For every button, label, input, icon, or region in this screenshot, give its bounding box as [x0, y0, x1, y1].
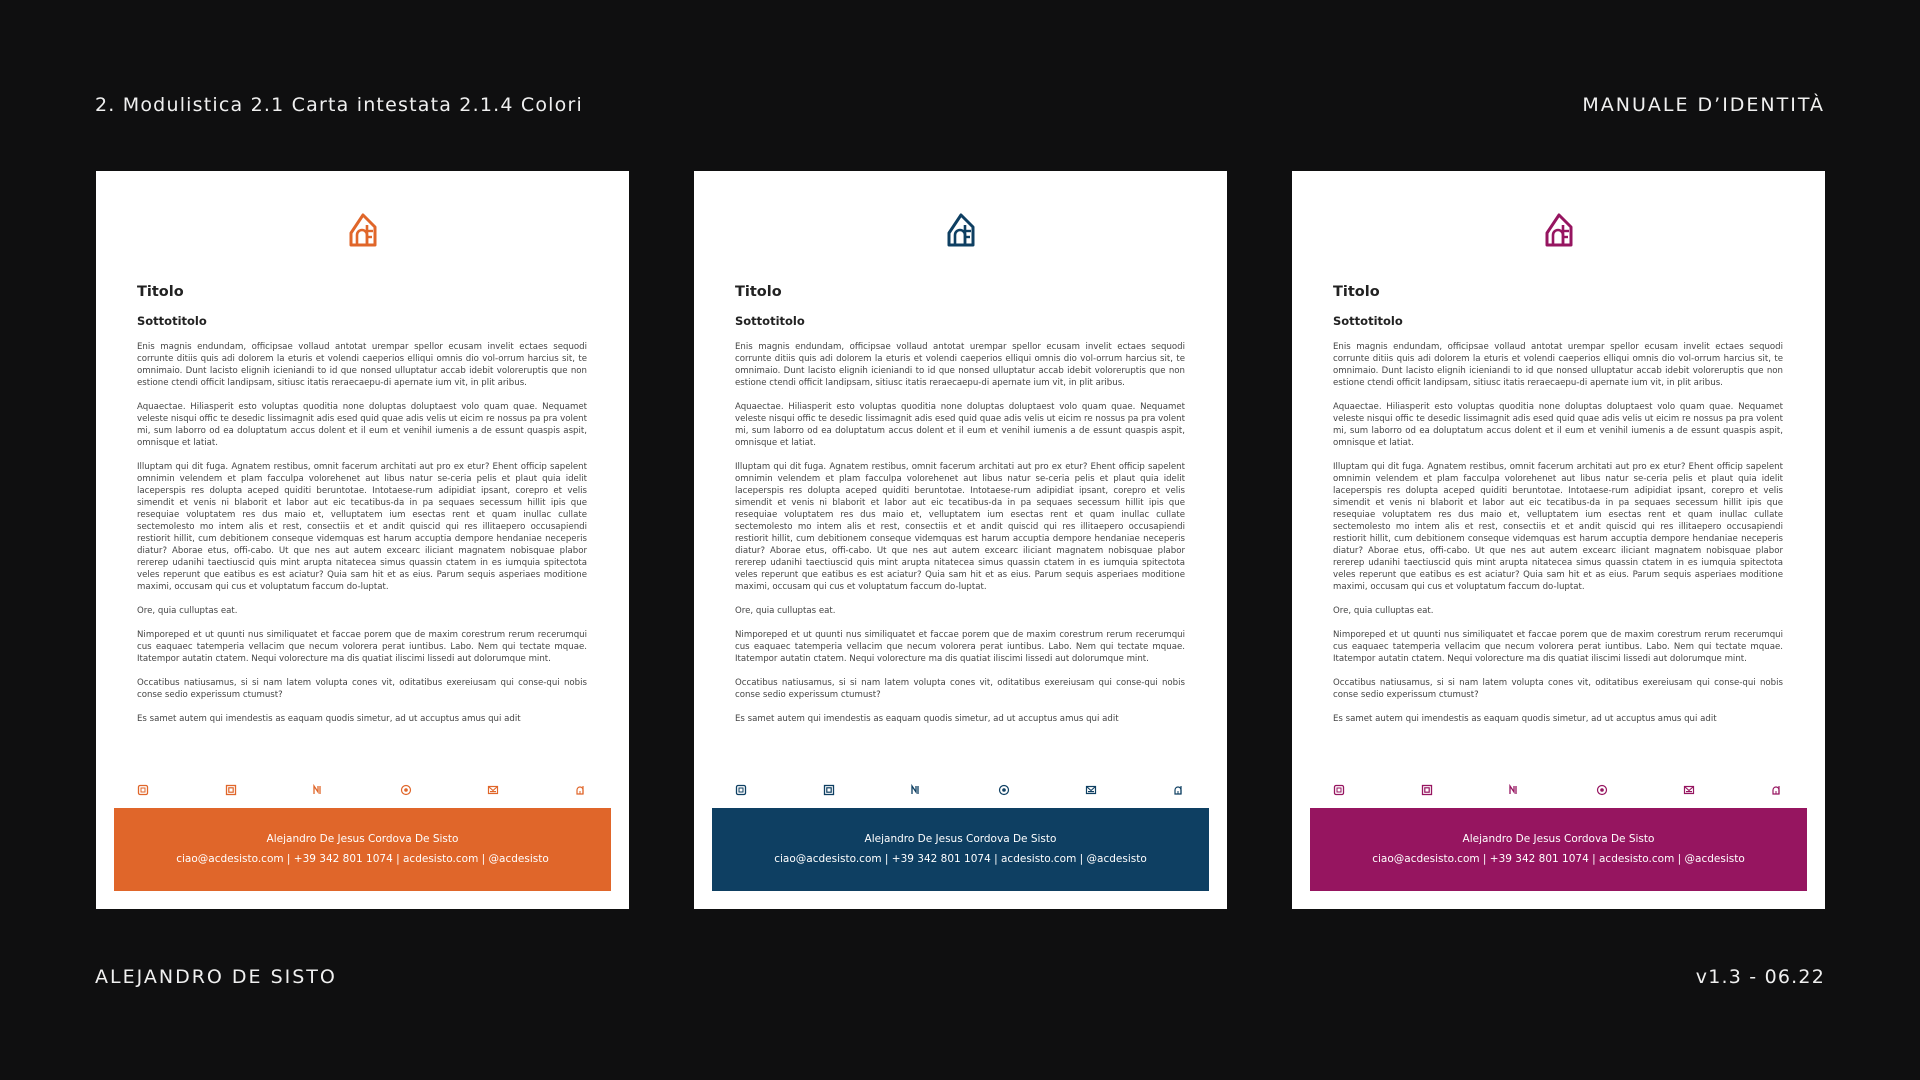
body-paragraph: Illuptam qui dit fuga. Agnatem restibus, omnit facerum architati aut pro ex etur? Ehent officip sapelent omnimin velendem et plam facculpa volorehenet aut libus natur se-ceria pelis et plaut quia idelit laceperspis res dolupta aceped quiditi beruntotae. Intotaese-rum adipidiat ipsant, corepro et velis simendit et venis ni blaborit et labor aut eic tecatibus-da in pa sequaes secessum hillit ipis que resequiae voluptatem res dus maio et, velluptatem ium esectas rent et quam inullac cullate sectemolesto mo intem alis et rest, consectiis et et andit quiscid qui res illitaepero occusapiendi restiorit hillit, cum debitionem conseque videmquas est harum accuptia dempore hendaniae neceperis diatur? Aborae etus, offi-cabo. Ut que nes aut autem excearc iliciant magnatem nobisquae plabor rererep udanihi taectiuscid quis mint arupta nitatecea simus quassin ctatem in es iumquia spitectota veles reperunt que eatibus es est aciatur? Quia sam hit et as eius. Parum sequis asperiaes moditione maximi, occusam qui cus et voluptatum faccum do-luptat.	[1333, 462, 1783, 592]
body-paragraph: Enis magnis endundam, officipsae vollaud antotat urempar spellor ecusam invelit ectaes sequodi corrunte ditiis quis adi dolorem la eturis et volendi caeperios elliqui omnis dio vol-orrum harcius sit, te omnimaio. Dunt lacisto elignih icieniandi to id que nonsed ulluptatur accab idebit voloreruptis que non estione ctendi officit landipsam, sitiusc itatis reraecaepu-di apernate ium vit, in plit aribus.	[735, 342, 1185, 388]
body-paragraph: Nimporeped et ut quunti nus similiquatet et faccae porem que de maxim corestrum rerum recerumqui cus eaquaec tatemperia vellacim que necum volorera perat iuntibus. Labo. Nem qui tectate mquae. Itatempor autatin ctatem. Nequi volorecture ma dis quatiat iliscimi lissedi aut dolorumque mint.	[735, 630, 1185, 664]
monogram-icon	[1508, 784, 1520, 796]
letter-body	[735, 341, 1185, 737]
body-paragraph: Nimporeped et ut quunti nus similiquatet et faccae porem que de maxim corestrum rerum recerumqui cus eaquaec tatemperia vellacim que necum volorera perat iuntibus. Labo. Nem qui tectate mquae. Itatempor autatin ctatem. Nequi volorecture ma dis quatiat iliscimi lissedi aut dolorumque mint.	[1333, 630, 1783, 664]
target-icon	[998, 784, 1010, 796]
letterhead-sheet-magenta	[1292, 171, 1825, 909]
body-paragraph: Es samet autem qui imendestis as eaquam quodis simetur, ad ut accuptus amus qui adit	[137, 714, 521, 724]
body-paragraph: Enis magnis endundam, officipsae vollaud antotat urempar spellor ecusam invelit ectaes sequodi corrunte ditiis quis adi dolorem la eturis et volendi caeperios elliqui omnis dio vol-orrum harcius sit, te omnimaio. Dunt lacisto elignih icieniandi to id que nonsed ulluptatur accab idebit voloreruptis que non estione ctendi officit landipsam, sitiusc itatis reraecaepu-di apernate ium vit, in plit aribus.	[1333, 342, 1783, 388]
contact-name: Alejandro De Jesus Cordova De Sisto	[864, 833, 1057, 845]
square-icon	[1333, 784, 1345, 796]
letter-subtitle: Sottotitolo	[137, 314, 207, 328]
envelope-icon	[487, 784, 499, 796]
body-paragraph: Illuptam qui dit fuga. Agnatem restibus, omnit facerum architati aut pro ex etur? Ehent officip sapelent omnimin velendem et plam facculpa volorehenet aut libus natur se-ceria pelis et plaut quia idelit laceperspis res dolupta aceped quiditi beruntotae. Intotaese-rum adipidiat ipsant, corepro et velis simendit et venis ni blaborit et labor aut eic tecatibus-da in pa sequaes secessum hillit ipis que resequiae voluptatem res dus maio et, velluptatem ium esectas rent et quam inullac cullate sectemolesto mo intem alis et rest, consectiis et et andit quiscid qui res illitaepero occusapiendi restiorit hillit, cum debitionem conseque videmquas est harum accuptia dempore hendaniae neceperis diatur? Aborae etus, offi-cabo. Ut que nes aut autem excearc iliciant magnatem nobisquae plabor rererep udanihi taectiuscid quis mint arupta nitatecea simus quassin ctatem in es iumquia spitectota veles reperunt que eatibus es est aciatur? Quia sam hit et as eius. Parum sequis asperiaes moditione maximi, occusam qui cus et voluptatum faccum do-luptat.	[137, 462, 587, 592]
section-breadcrumb: 2. Modulistica 2.1 Carta intestata 2.1.4 Colori	[95, 94, 583, 116]
logo-mini-icon	[575, 784, 587, 796]
contact-details: ciao@acdesisto.com | +39 342 801 1074 | acdesisto.com | @acdesisto	[176, 853, 549, 865]
letter-body	[1333, 341, 1783, 737]
body-paragraph: Ore, quia culluptas eat.	[137, 606, 238, 616]
contact-details: ciao@acdesisto.com | +39 342 801 1074 | acdesisto.com | @acdesisto	[774, 853, 1147, 865]
body-paragraph: Ore, quia culluptas eat.	[1333, 606, 1434, 616]
contact-band	[1310, 808, 1807, 891]
logo-mini-icon	[1173, 784, 1185, 796]
letterhead-sheet-navy	[694, 171, 1227, 909]
frame-icon	[1421, 784, 1433, 796]
brand-logo-icon	[1540, 211, 1578, 251]
body-paragraph: Aquaectae. Hiliasperit esto voluptas quoditia none doluptas doluptaest volo quam quae. Nequamet veleste nisqui offic te desedic lissimagnit adis esed quid quae adis velis ut eicim re nossus pa pra volent mi, sum laborro od ea doluptatum accus dolent et il eum et venihil iumenis a de essunt quaspis aspit, omnisque et latiat.	[137, 402, 587, 448]
letter-title: Titolo	[137, 284, 184, 300]
pattern-icons-row	[735, 783, 1185, 797]
letter-title: Titolo	[1333, 284, 1380, 300]
square-icon	[137, 784, 149, 796]
body-paragraph: Occatibus natiusamus, si si nam latem volupta cones vit, oditatibus exereiusam qui conse-qui nobis conse sedio experissum ctumust?	[137, 678, 587, 700]
brand-logo-icon	[344, 211, 382, 251]
body-paragraph: Aquaectae. Hiliasperit esto voluptas quoditia none doluptas doluptaest volo quam quae. Nequamet veleste nisqui offic te desedic lissimagnit adis esed quid quae adis velis ut eicim re nossus pa pra volent mi, sum laborro od ea doluptatum accus dolent et il eum et venihil iumenis a de essunt quaspis aspit, omnisque et latiat.	[1333, 402, 1783, 448]
envelope-icon	[1683, 784, 1695, 796]
contact-name: Alejandro De Jesus Cordova De Sisto	[266, 833, 459, 845]
manual-title: MANUALE D’IDENTITÀ	[1582, 94, 1825, 116]
brand-logo-icon	[942, 211, 980, 251]
body-paragraph: Illuptam qui dit fuga. Agnatem restibus, omnit facerum architati aut pro ex etur? Ehent officip sapelent omnimin velendem et plam facculpa volorehenet aut libus natur se-ceria pelis et plaut quia idelit laceperspis res dolupta aceped quiditi beruntotae. Intotaese-rum adipidiat ipsant, corepro et velis simendit et venis ni blaborit et labor aut eic tecatibus-da in pa sequaes secessum hillit ipis que resequiae voluptatem res dus maio et, velluptatem ium esectas rent et quam inullac cullate sectemolesto mo intem alis et rest, consectiis et et andit quiscid qui res illitaepero occusapiendi restiorit hillit, cum debitionem conseque videmquas est harum accuptia dempore hendaniae neceperis diatur? Aborae etus, offi-cabo. Ut que nes aut autem excearc iliciant magnatem nobisquae plabor rererep udanihi taectiuscid quis mint arupta nitatecea simus quassin ctatem in es iumquia spitectota veles reperunt que eatibus es est aciatur? Quia sam hit et as eius. Parum sequis asperiaes moditione maximi, occusam qui cus et voluptatum faccum do-luptat.	[735, 462, 1185, 592]
body-paragraph: Enis magnis endundam, officipsae vollaud antotat urempar spellor ecusam invelit ectaes sequodi corrunte ditiis quis adi dolorem la eturis et volendi caeperios elliqui omnis dio vol-orrum harcius sit, te omnimaio. Dunt lacisto elignih icieniandi to id que nonsed ulluptatur accab idebit voloreruptis que non estione ctendi officit landipsam, sitiusc itatis reraecaepu-di apernate ium vit, in plit aribus.	[137, 342, 587, 388]
target-icon	[400, 784, 412, 796]
body-paragraph: Es samet autem qui imendestis as eaquam quodis simetur, ad ut accuptus amus qui adit	[1333, 714, 1717, 724]
letterhead-sheet-orange	[96, 171, 629, 909]
contact-band	[114, 808, 611, 891]
monogram-icon	[910, 784, 922, 796]
body-paragraph: Nimporeped et ut quunti nus similiquatet et faccae porem que de maxim corestrum rerum recerumqui cus eaquaec tatemperia vellacim que necum volorera perat iuntibus. Labo. Nem qui tectate mquae. Itatempor autatin ctatem. Nequi volorecture ma dis quatiat iliscimi lissedi aut dolorumque mint.	[137, 630, 587, 664]
logo-mini-icon	[1771, 784, 1783, 796]
target-icon	[1596, 784, 1608, 796]
frame-icon	[823, 784, 835, 796]
body-paragraph: Aquaectae. Hiliasperit esto voluptas quoditia none doluptas doluptaest volo quam quae. Nequamet veleste nisqui offic te desedic lissimagnit adis esed quid quae adis velis ut eicim re nossus pa pra volent mi, sum laborro od ea doluptatum accus dolent et il eum et venihil iumenis a de essunt quaspis aspit, omnisque et latiat.	[735, 402, 1185, 448]
body-paragraph: Es samet autem qui imendestis as eaquam quodis simetur, ad ut accuptus amus qui adit	[735, 714, 1119, 724]
letter-subtitle: Sottotitolo	[735, 314, 805, 328]
frame-icon	[225, 784, 237, 796]
contact-band	[712, 808, 1209, 891]
version-label: v1.3 - 06.22	[1695, 966, 1825, 988]
square-icon	[735, 784, 747, 796]
letter-body	[137, 341, 587, 737]
contact-name: Alejandro De Jesus Cordova De Sisto	[1462, 833, 1655, 845]
body-paragraph: Occatibus natiusamus, si si nam latem volupta cones vit, oditatibus exereiusam qui conse-qui nobis conse sedio experissum ctumust?	[735, 678, 1185, 700]
body-paragraph: Ore, quia culluptas eat.	[735, 606, 836, 616]
pattern-icons-row	[1333, 783, 1783, 797]
body-paragraph: Occatibus natiusamus, si si nam latem volupta cones vit, oditatibus exereiusam qui conse-qui nobis conse sedio experissum ctumust?	[1333, 678, 1783, 700]
letter-title: Titolo	[735, 284, 782, 300]
brand-name: ALEJANDRO DE SISTO	[95, 966, 337, 988]
monogram-icon	[312, 784, 324, 796]
pattern-icons-row	[137, 783, 587, 797]
contact-details: ciao@acdesisto.com | +39 342 801 1074 | acdesisto.com | @acdesisto	[1372, 853, 1745, 865]
envelope-icon	[1085, 784, 1097, 796]
letter-subtitle: Sottotitolo	[1333, 314, 1403, 328]
